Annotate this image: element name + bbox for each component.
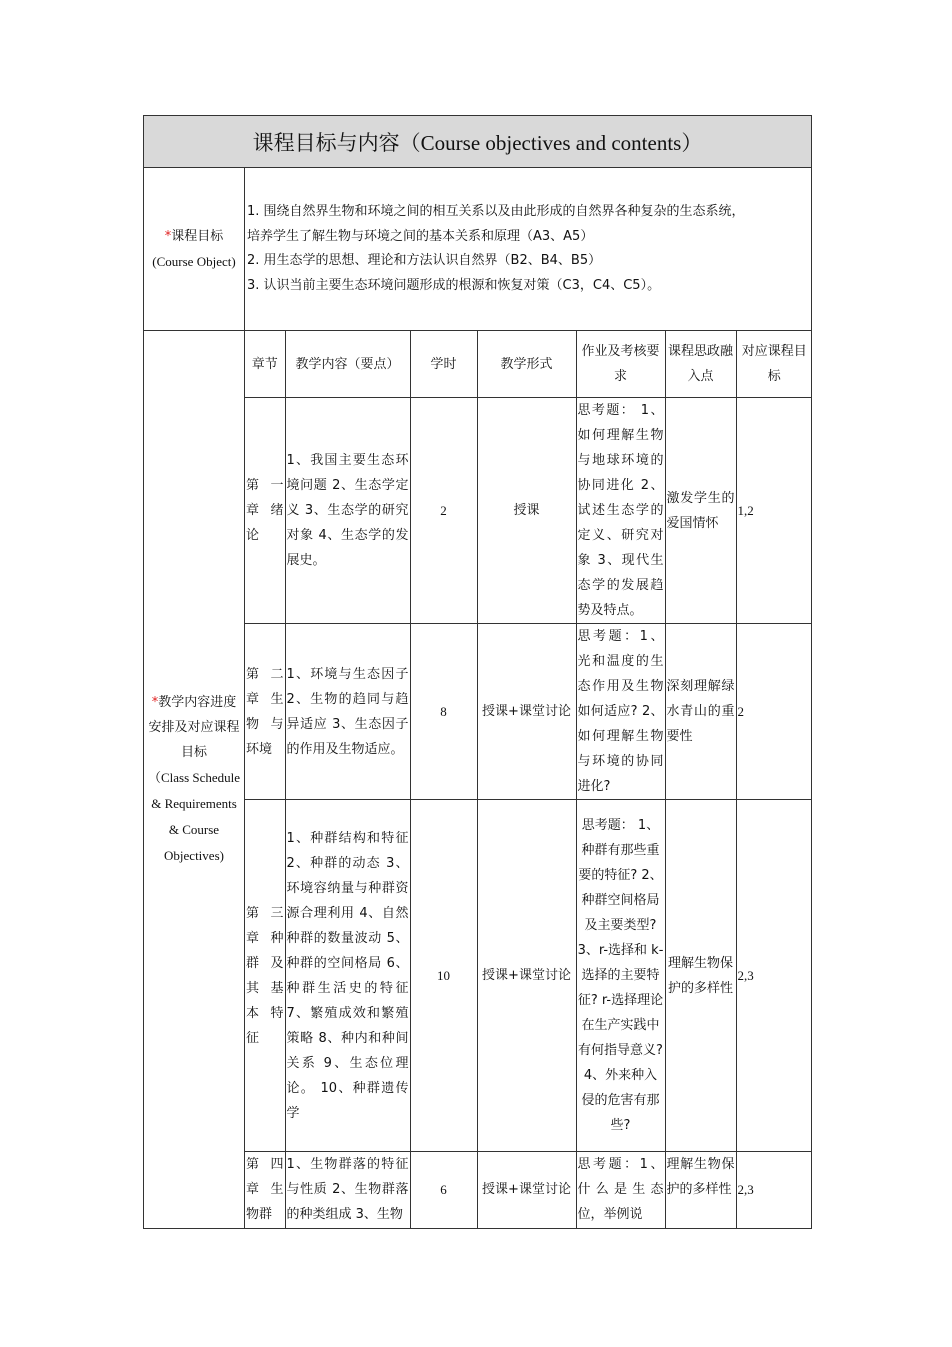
course-table: [143, 115, 812, 1229]
objective-line: 1. 围绕自然界生物和环境之间的相互关系以及由此形成的自然界各种复杂的生态系统，: [247, 204, 745, 219]
table-row: [245, 398, 812, 624]
row-ideology: 激发学生的爱国情怀: [665, 398, 736, 624]
row-chapter: 第四章 生物群: [245, 1152, 285, 1228]
row-ideology: 深刻理解绿水青山的重要性: [665, 624, 736, 800]
header-goals: 对应课程目标: [736, 331, 812, 398]
title-en: （Course objectives and contents）: [399, 130, 703, 155]
row-content: 1、我国主要生态环境问题 2、生态学定义 3、生态学的研究对象 4、生态学的发展史。: [285, 398, 410, 624]
objectives-label-en: (Course Object): [152, 253, 236, 269]
schedule-header-row: [245, 331, 812, 398]
header-hours: 学时: [410, 331, 477, 398]
row-content: 1、环境与生态因子 2、生物的趋同与趋异适应 3、生态因子的作用及生物适应。: [285, 624, 410, 800]
row-form: 授课+课堂讨论: [477, 1152, 576, 1228]
row-hours: 10: [410, 800, 477, 1152]
row-chapter: 第一章 绪论: [245, 398, 285, 624]
row-homework: 思考题： 1、种群有那些重要的特征? 2、种群空间格局及主要类型? 3、r-选择和 k-选择的主要特征? r-选择理论在生产实践中有何指导意义? 4、外来种入侵的危害有那些?: [576, 800, 665, 1152]
row-hours: 2: [410, 398, 477, 624]
objective-line: 培养学生了解生物与环境之间的基本关系和原理（A3、A5）: [247, 228, 594, 244]
row-goals: 2,3: [736, 800, 812, 1152]
row-homework: 思考题： 1、如何理解生物与地球环境的协同进化 2、试述生态学的定义、研究对象 3、现代生态学的发展趋势及特点。: [576, 398, 665, 624]
row-form: 授课: [477, 398, 576, 624]
objectives-label-cn: 课程目标: [171, 228, 224, 244]
row-chapter: 第二章 生物与环境: [245, 624, 285, 800]
required-marker: *: [151, 694, 159, 710]
objectives-content: [245, 168, 812, 331]
header-homework: 作业及考核要求: [576, 331, 665, 398]
row-homework: 思考题：1、什么是生态位，举例说: [576, 1152, 665, 1228]
row-content: 1、生物群落的特征与性质 2、生物群落的种类组成 3、生物: [285, 1152, 410, 1228]
objective-line: 2. 用生态学的思想、理论和方法认识自然界（B2、B4、B5）: [247, 253, 602, 268]
row-goals: 2,3: [736, 1152, 812, 1228]
row-form: 授课+课堂讨论: [477, 624, 576, 800]
header-chapter: 章节: [245, 331, 285, 398]
schedule-label-cn: 教学内容进度安排及对应课程目标: [148, 694, 240, 760]
course-objectives-document: [143, 115, 811, 1229]
header-ideology: 课程思政融入点: [665, 331, 736, 398]
table-row: [245, 1152, 812, 1228]
table-row: [245, 624, 812, 800]
header-form: 教学形式: [477, 331, 576, 398]
schedule-table: [245, 331, 812, 1228]
objectives-label: [144, 168, 245, 331]
table-title: [144, 116, 812, 168]
row-ideology: 理解生物保护的多样性: [665, 800, 736, 1152]
title-cn: 课程目标与内容: [252, 130, 400, 155]
row-goals: 2: [736, 624, 812, 800]
row-content: 1、种群结构和特征 2、种群的动态 3、环境容纳量与种群资源合理利用 4、自然种群的数量波动 5、种群的空间格局 6、种群生活史的特征 7、繁殖成效和繁殖策略 8、种内和种间关系 9、生态位理论。 10、种群遗传学: [285, 800, 410, 1152]
schedule-content: [245, 331, 812, 1229]
table-row: [245, 800, 812, 1152]
row-hours: 8: [410, 624, 477, 800]
header-content: 教学内容（要点）: [285, 331, 410, 398]
row-form: 授课+课堂讨论: [477, 800, 576, 1152]
row-homework: 思考题：1、光和温度的生态作用及生物如何适应? 2、如何理解生物与环境的协同进化?: [576, 624, 665, 800]
schedule-label: [144, 331, 245, 1229]
row-goals: 1,2: [736, 398, 812, 624]
row-hours: 6: [410, 1152, 477, 1228]
row-chapter: 第三章 种群及其基本特征: [245, 800, 285, 1152]
schedule-label-en: （Class Schedule & Requirements & Course Objectives): [147, 769, 241, 863]
objective-line: 3. 认识当前主要生态环境问题形成的根源和恢复对策（C3，C4、C5）。: [247, 277, 661, 293]
row-ideology: 理解生物保护的多样性: [665, 1152, 736, 1228]
required-marker: *: [164, 228, 172, 244]
